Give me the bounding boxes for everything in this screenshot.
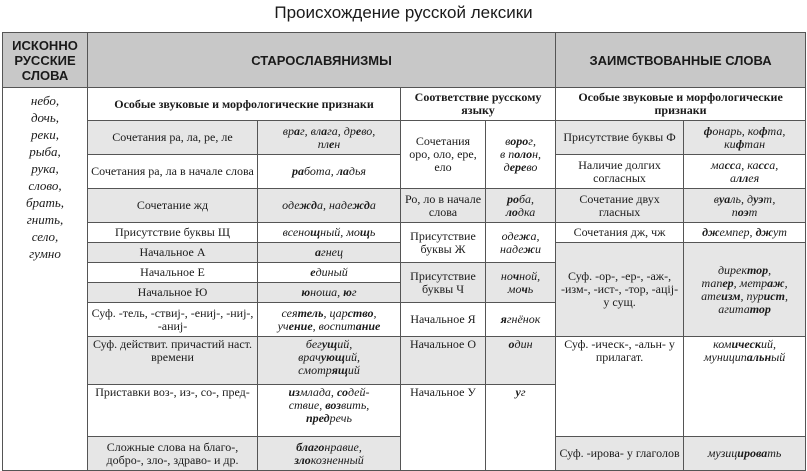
page-title: Происхождение русской лексики: [274, 3, 533, 22]
correspondence-feature: Ро, ло в начале слова: [401, 189, 486, 223]
oldslav-feature: Суф. -тель, -ствиj-, -ениj-, -ниj-, -аниj-: [88, 303, 258, 337]
oldslav-example-line: измлада, содей-: [288, 385, 370, 399]
borrowed-example: [684, 155, 806, 189]
native-word: небо,: [30, 93, 60, 108]
native-word: гнить,: [26, 212, 64, 227]
oldslav-feature: Приставки воз-, из-, со-, пред-: [88, 385, 258, 437]
oldslav-feature: Начальное А: [88, 243, 258, 263]
native-word: слово,: [28, 178, 62, 193]
oldslav-example-line: единый: [310, 265, 348, 279]
correspondence-feature: Присутствие буквы Ж: [401, 223, 486, 263]
oldslav-example: [258, 243, 401, 263]
borrowed-feature: Суф. -ирова- у глаголов: [556, 437, 684, 471]
correspondence-feature: Начальное О: [401, 337, 486, 385]
borrowed-example-line: тапер, метраж,: [701, 275, 788, 290]
header-oldslav: СТАРОСЛАВЯНИЗМЫ: [88, 33, 556, 88]
borrowed-example: [684, 223, 806, 243]
borrowed-example-line: атеизм, пурист,: [701, 288, 788, 303]
borrowed-example: [684, 189, 806, 223]
borrowed-example-line: директор,: [717, 262, 772, 277]
correspondence-example: [486, 337, 556, 385]
oldslav-feature: Сочетание жд: [88, 189, 258, 223]
oldslav-example-line: одежда, надежда: [282, 198, 376, 212]
borrowed-example-line: кифтан: [724, 136, 766, 151]
correspondence-example: [486, 263, 556, 303]
correspondence-example: [486, 385, 556, 471]
oldslav-example-line: ствие, возвить,: [288, 398, 370, 412]
oldslav-example-line: сеятель, царство,: [281, 305, 377, 320]
borrowed-example: [684, 121, 806, 155]
native-word: гумно: [29, 246, 61, 261]
correspondence-example-line: ночной,: [500, 268, 541, 283]
oldslav-example-line: юноша, юг: [301, 285, 357, 299]
native-word: рука,: [31, 161, 59, 176]
oldslav-example: [258, 337, 401, 385]
native-word: дочь,: [30, 110, 60, 125]
correspondence-example-line: роба,: [507, 191, 535, 206]
oldslav-example: [258, 263, 401, 283]
correspondence-example-line: ворог,: [505, 134, 536, 148]
oldslav-example-line: плен: [317, 136, 341, 151]
borrowed-example: [684, 437, 806, 471]
borrowed-feature: Суф. -ическ-, -альн- у прилагат.: [556, 337, 684, 437]
correspondence-example-line: ягнёнок: [500, 312, 541, 326]
header-borrowed: ЗАИМСТВОВАННЫЕ СЛОВА: [556, 33, 806, 88]
native-words-cell: [3, 88, 88, 471]
header-native: ИСКОННО РУССКИЕ СЛОВА: [3, 33, 88, 88]
oldslav-example-line: злокозненный: [294, 452, 364, 467]
correspondence-example-line: в полон,: [500, 147, 542, 161]
oldslav-example-line: всенощный, мощь: [282, 225, 376, 239]
oldslav-example-line: смотрящий: [298, 363, 360, 377]
correspondence-example-line: одежа,: [501, 228, 540, 243]
borrowed-example-line: поэт: [731, 204, 758, 219]
correspondence-feature: Сочетания оро, оло, ере, ело: [401, 121, 486, 189]
borrowed-feature: Наличие долгих согласных: [556, 155, 684, 189]
oldslav-feature: Начальное Е: [88, 263, 258, 283]
correspondence-example-line: лодка: [505, 204, 536, 219]
oldslav-feature: Сложные слова на благо-, добро-, зло-, здраво- и др.: [88, 437, 258, 471]
oldslav-example: [258, 303, 401, 337]
oldslav-example: [258, 189, 401, 223]
oldslav-example-line: работа, ладья: [292, 164, 366, 178]
oldslav-example-line: агнец: [315, 245, 343, 259]
subheader-correspondence: Соответствие русскому языку: [401, 88, 556, 121]
oldslav-example-line: бегущий,: [305, 337, 353, 351]
correspondence-example: [486, 223, 556, 263]
native-word: брать,: [25, 195, 65, 210]
correspondence-example-line: надежи: [500, 241, 541, 256]
correspondence-example: [486, 121, 556, 189]
borrowed-feature: Суф. -ор-, -ер-, -аж-, -изм-, -ист-, -тор, -ацij- у сущ.: [556, 243, 684, 337]
oldslav-feature: Начальное Ю: [88, 283, 258, 303]
oldslav-example: [258, 385, 401, 437]
subheader-borrowed-features: Особые звуковые и морфологические признаки: [556, 88, 806, 121]
subheader-oldslav-features: Особые звуковые и морфологические признаки: [88, 88, 401, 121]
lexicon-table: [2, 32, 806, 471]
borrowed-example-line: агитатор: [718, 301, 771, 316]
borrowed-example: [684, 243, 806, 337]
native-word: реки,: [30, 127, 60, 142]
oldslav-example-line: врачующий,: [298, 350, 360, 364]
borrowed-example-line: музицировать: [707, 446, 782, 460]
borrowed-example-line: джемпер, джут: [702, 225, 787, 239]
borrowed-feature: Сочетание двух гласных: [556, 189, 684, 223]
oldslav-example: [258, 283, 401, 303]
borrowed-example: [684, 337, 806, 437]
borrowed-feature: Сочетания дж, чж: [556, 223, 684, 243]
correspondence-feature: Начальное У: [401, 385, 486, 471]
oldslav-example: [258, 437, 401, 471]
borrowed-example-line: муниципальный: [703, 350, 786, 364]
correspondence-example-line: уг: [515, 385, 526, 399]
oldslav-feature: Сочетания ра, ла в начале слова: [88, 155, 258, 189]
oldslav-example-line: благонравие,: [296, 439, 362, 454]
oldslav-feature: Суф. действит. причастий наст. времени: [88, 337, 258, 385]
oldslav-feature: Сочетания ра, ла, ре, ле: [88, 121, 258, 155]
oldslav-example: [258, 121, 401, 155]
borrowed-example-line: аллея: [729, 170, 760, 185]
borrowed-example-line: фонарь, кофта,: [703, 123, 786, 138]
oldslav-example-line: предречь: [305, 411, 352, 425]
correspondence-example-line: мочь: [507, 281, 534, 296]
correspondence-example: [486, 303, 556, 337]
borrowed-example-line: комический,: [713, 337, 777, 351]
correspondence-example-line: один: [508, 337, 533, 351]
correspondence-feature: Присутствие буквы Ч: [401, 263, 486, 303]
oldslav-example: [258, 223, 401, 243]
oldslav-example: [258, 155, 401, 189]
borrowed-example-line: масса, касса,: [710, 157, 779, 172]
correspondence-example-line: дерево: [503, 160, 538, 174]
oldslav-example-line: враг, влага, древо,: [282, 123, 376, 138]
correspondence-example: [486, 189, 556, 223]
native-word: село,: [31, 229, 59, 244]
native-word: рыба,: [29, 144, 61, 159]
borrowed-feature: Присутствие буквы Ф: [556, 121, 684, 155]
oldslav-example-line: учение, воспитание: [277, 318, 381, 333]
borrowed-example-line: вуаль, дуэт,: [713, 191, 776, 206]
correspondence-feature: Начальное Я: [401, 303, 486, 337]
oldslav-feature: Присутствие буквы Щ: [88, 223, 258, 243]
